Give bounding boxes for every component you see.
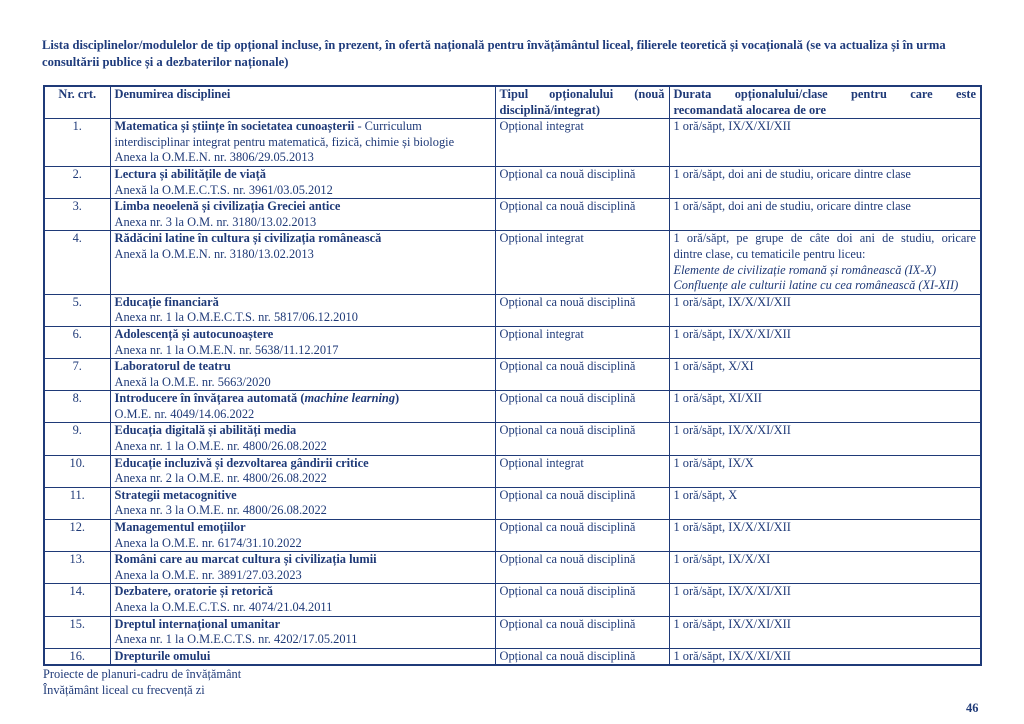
header-name: Denumirea disciplinei <box>110 86 495 119</box>
subject-annex: O.M.E. nr. 4049/14.06.2022 <box>114 406 255 421</box>
subject-annex: Anexă la O.M.E. nr. 5663/2020 <box>114 374 271 389</box>
duration-topic-1: Elemente de civilizație romană și românească (IX-X) <box>673 262 937 277</box>
footer-line-2: Învățământ liceal cu frecvență zi <box>43 682 205 697</box>
table-row <box>44 359 981 391</box>
subject-annex: Anexă la O.M.E.C.T.S. nr. 3961/03.05.2012 <box>114 182 333 197</box>
header-nr: Nr. crt. <box>44 86 110 119</box>
subject-cell <box>110 359 495 391</box>
optional-type: Opțional ca nouă disciplină <box>495 166 669 198</box>
subject-name: Drepturile omului <box>114 648 211 663</box>
optional-type: Opțional ca nouă disciplină <box>495 520 669 552</box>
duration: 1 oră/săpt, doi ani de studiu, oricare dintre clase <box>669 166 981 198</box>
optional-type: Opțional ca nouă disciplină <box>495 487 669 519</box>
optional-type: Opțional integrat <box>495 326 669 358</box>
subject-annex: Anexa nr. 1 la O.M.E. nr. 4800/26.08.2022 <box>114 439 327 454</box>
table-row <box>44 584 981 616</box>
subject-cell <box>110 552 495 584</box>
table-row <box>44 520 981 552</box>
subject-name: Români care au marcat cultura și civilizația lumii <box>114 552 377 567</box>
duration-line2: dintre clase, cu tematicile pentru liceu: <box>673 246 866 261</box>
subject-cell <box>110 616 495 648</box>
table-row <box>44 648 981 665</box>
duration: 1 oră/săpt, X/XI <box>669 359 981 391</box>
subject-cell <box>110 326 495 358</box>
subject-name: Dezbatere, oratorie și retorică <box>114 584 273 599</box>
row-number: 13. <box>44 552 110 584</box>
subject-name: Dreptul internațional umanitar <box>114 616 281 631</box>
subject-name: Educația digitală și abilități media <box>114 423 297 438</box>
table-row <box>44 391 981 423</box>
row-number: 1. <box>44 119 110 167</box>
row-number: 2. <box>44 166 110 198</box>
header-type-line1: Tipul opționalului (nouă <box>499 87 665 101</box>
subject-name: Strategii metacognitive <box>114 487 237 502</box>
duration: 1 oră/săpt, IX/X/XI/XII <box>669 648 981 665</box>
subject-name: Matematica și științe în societatea cunoașterii <box>114 119 355 134</box>
row-number: 3. <box>44 199 110 231</box>
duration: 1 oră/săpt, IX/X/XI/XII <box>669 326 981 358</box>
optional-type: Opțional ca nouă disciplină <box>495 552 669 584</box>
subject-name-line1 <box>115 119 491 135</box>
subject-annex: Anexa la O.M.E.C.T.S. nr. 4074/21.04.2011 <box>114 600 333 614</box>
subject-name: Educație financiară <box>114 294 219 309</box>
subject-cell <box>110 391 495 423</box>
row-number: 6. <box>44 326 110 358</box>
subject-name-main: Introducere în învățarea automată ( <box>114 391 305 406</box>
row-number: 10. <box>44 455 110 487</box>
table-row <box>44 119 981 167</box>
row-number: 4. <box>44 231 110 294</box>
subject-cell <box>110 423 495 455</box>
optional-subjects-table <box>43 85 982 666</box>
subject-name: Managementul emoțiilor <box>114 520 246 535</box>
subject-name: Laboratorul de teatru <box>114 359 231 374</box>
header-duration-line1: Durata opționalului/clase pentru care este <box>673 87 976 101</box>
table-row <box>44 166 981 198</box>
subject-cell <box>110 119 495 167</box>
subject-name: Adolescență și autocunoaștere <box>114 326 274 341</box>
duration-line1: 1 oră/săpt, pe grupe de câte doi ani de studiu, oricare <box>673 231 976 246</box>
subject-annex: Anexa la O.M.E. nr. 6174/31.10.2022 <box>114 535 302 550</box>
duration-topic-2: Confluențe ale culturii latine cu cea românească (XI-XII) <box>673 278 959 293</box>
duration <box>669 231 981 294</box>
subject-cell <box>110 231 495 294</box>
optional-type: Opțional ca nouă disciplină <box>495 423 669 455</box>
page-number: 46 <box>966 701 979 715</box>
row-number: 12. <box>44 520 110 552</box>
table-header-row <box>44 86 981 119</box>
row-number: 5. <box>44 294 110 326</box>
subject-cell <box>110 166 495 198</box>
subject-name: Lectura și abilitățile de viață <box>114 166 266 181</box>
duration: 1 oră/săpt, IX/X/XI/XII <box>669 584 981 616</box>
subject-annex: Anexă la O.M.E.N. nr. 3180/13.02.2013 <box>114 246 314 261</box>
row-number: 11. <box>44 487 110 519</box>
row-number: 16. <box>44 648 110 665</box>
subject-annex: Anexa la O.M.E. nr. 3891/27.03.2023 <box>114 567 302 582</box>
subject-cell <box>110 294 495 326</box>
subject-cell <box>110 584 495 616</box>
subject-cell <box>110 648 495 665</box>
row-number: 15. <box>44 616 110 648</box>
table-row <box>44 294 981 326</box>
row-number: 9. <box>44 423 110 455</box>
duration: 1 oră/săpt, doi ani de studiu, oricare dintre clase <box>669 199 981 231</box>
subject-name-rest: - Curriculum <box>354 119 422 134</box>
optional-type: Opțional ca nouă disciplină <box>495 391 669 423</box>
subject-annex: Anexa nr. 3 la O.M. nr. 3180/13.02.2013 <box>114 214 317 229</box>
subject-annex: Anexa nr. 1 la O.M.E.N. nr. 5638/11.12.2017 <box>114 342 339 357</box>
subject-annex: Anexa la O.M.E.N. nr. 3806/29.05.2013 <box>114 150 314 165</box>
header-duration-line2: recomandată alocarea de ore <box>673 102 826 117</box>
duration: 1 oră/săpt, IX/X <box>669 455 981 487</box>
duration: 1 oră/săpt, IX/X/XI/XII <box>669 616 981 648</box>
optional-type: Opțional integrat <box>495 455 669 487</box>
row-number: 7. <box>44 359 110 391</box>
table-row <box>44 423 981 455</box>
duration: 1 oră/săpt, IX/X/XI <box>669 552 981 584</box>
table-row <box>44 487 981 519</box>
subject-annex: Anexa nr. 3 la O.M.E. nr. 4800/26.08.2022 <box>114 503 327 518</box>
duration: 1 oră/săpt, IX/X/XI/XII <box>669 423 981 455</box>
subject-cell <box>110 199 495 231</box>
subject-name-close: ) <box>395 391 400 406</box>
subject-name-italic: machine learning <box>304 391 396 406</box>
optional-type: Opțional ca nouă disciplină <box>495 584 669 616</box>
subject-name <box>115 391 491 407</box>
subject-cell <box>110 455 495 487</box>
optional-type: Opțional ca nouă disciplină <box>495 359 669 391</box>
optional-type: Opțional ca nouă disciplină <box>495 199 669 231</box>
optional-type: Opțional integrat <box>495 231 669 294</box>
subject-name: Limba neoelenă și civilizația Greciei antice <box>114 199 341 214</box>
subject-name-line2: interdisciplinar integrat pentru matematică, fizică, chimie și biologie <box>114 134 455 149</box>
duration: 1 oră/săpt, IX/X/XI/XII <box>669 520 981 552</box>
optional-type: Opțional ca nouă disciplină <box>495 616 669 648</box>
duration: 1 oră/săpt, XI/XII <box>669 391 981 423</box>
optional-type: Opțional ca nouă disciplină <box>495 294 669 326</box>
table-row <box>44 552 981 584</box>
subject-cell <box>110 520 495 552</box>
table-row <box>44 199 981 231</box>
duration: 1 oră/săpt, IX/X/XI/XII <box>669 119 981 167</box>
table-row <box>44 326 981 358</box>
optional-type: Opțional ca nouă disciplină <box>495 648 669 665</box>
subject-annex: Anexa nr. 1 la O.M.E.C.T.S. nr. 5817/06.12.2010 <box>114 310 358 325</box>
subject-cell <box>110 487 495 519</box>
duration: 1 oră/săpt, IX/X/XI/XII <box>669 294 981 326</box>
footer-line-1: Proiecte de planuri-cadru de învățământ <box>43 667 242 681</box>
optional-type: Opțional integrat <box>495 119 669 167</box>
subject-annex: Anexa nr. 2 la O.M.E. nr. 4800/26.08.2022 <box>114 471 327 486</box>
duration: 1 oră/săpt, X <box>669 487 981 519</box>
row-number: 8. <box>44 391 110 423</box>
subject-annex: Anexa nr. 1 la O.M.E.C.T.S. nr. 4202/17.05.2011 <box>114 632 358 647</box>
header-type-line2: disciplină/integrat) <box>499 102 601 117</box>
table-row <box>44 231 981 294</box>
table-row <box>44 455 981 487</box>
page-title: Lista disciplinelor/modulelor de tip opțional incluse, în prezent, în ofertă națională pentru învățământul liceal, filierele teoretică și vocațională (se va actualiza și în urma consultării publice și a dezbaterilor naționale) <box>42 38 946 69</box>
row-number: 14. <box>44 584 110 616</box>
header-type <box>495 86 669 119</box>
table-row <box>44 616 981 648</box>
subject-name: Rădăcini latine în cultura și civilizația românească <box>114 231 382 246</box>
subject-name: Educație incluzivă și dezvoltarea gândirii critice <box>114 455 369 470</box>
header-duration <box>669 86 981 119</box>
page-footer <box>43 667 241 698</box>
